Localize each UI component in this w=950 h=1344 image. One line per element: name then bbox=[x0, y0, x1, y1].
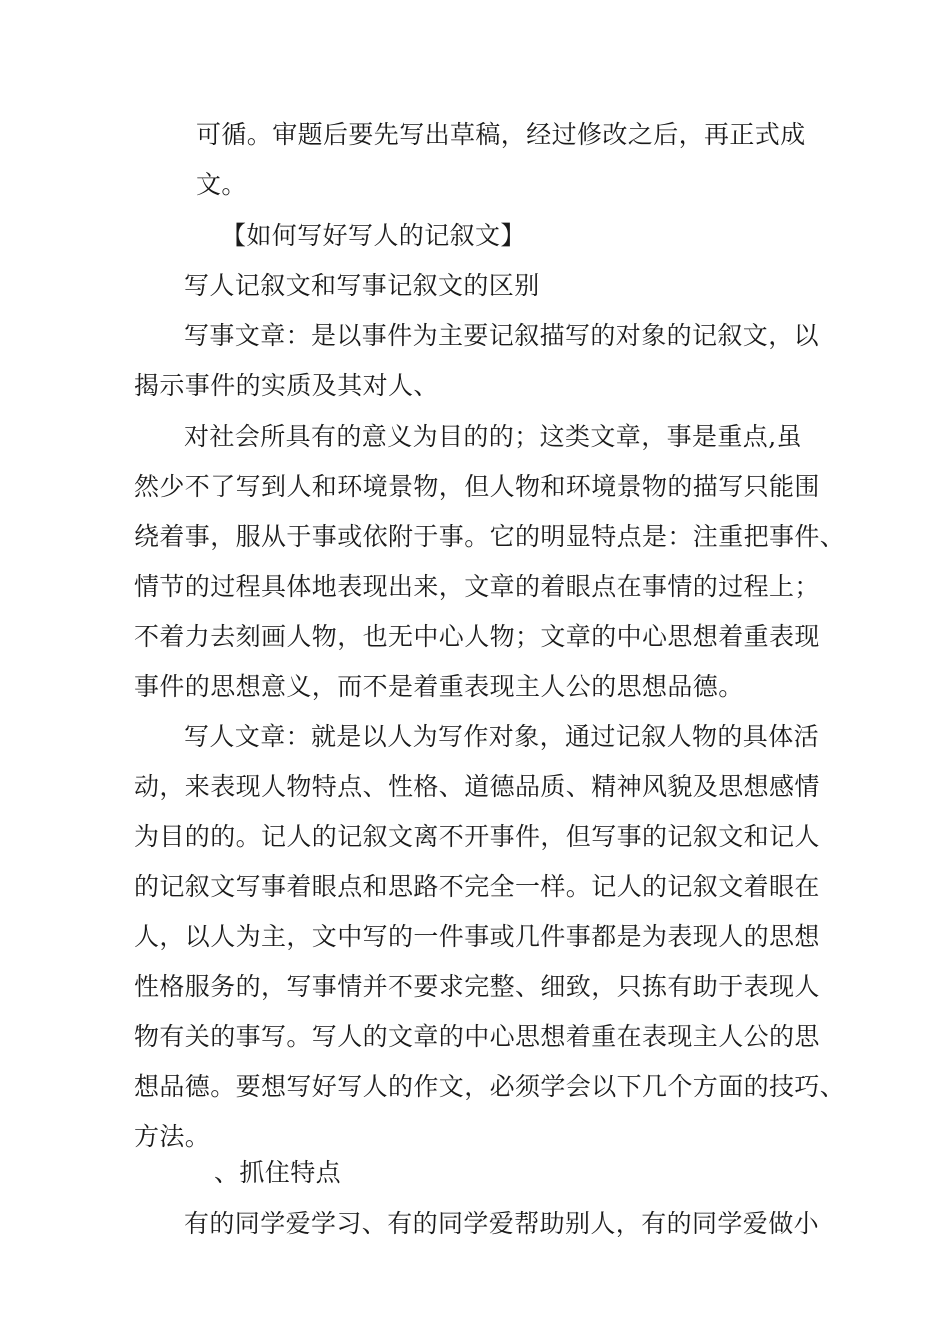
text-line-17: 人，以人为主，文中写的一件事或几件事都是为表现人的思想 bbox=[134, 922, 820, 951]
text-line-18: 性格服务的，写事情并不要求完整、细致，只拣有助于表现人 bbox=[134, 972, 820, 1001]
text-line-1: 可循。审题后要先写出草稿，经过修改之后，再正式成 bbox=[196, 120, 806, 149]
text-line-13: 写人文章：就是以人为写作对象，通过记叙人物的具体活 bbox=[184, 722, 820, 751]
section-heading: 【如何写好写人的记叙文】 bbox=[221, 221, 526, 250]
text-line-7: 对社会所具有的意义为目的的；这类文章，事是重点,虽 bbox=[184, 422, 802, 451]
text-line-2: 文。 bbox=[196, 170, 247, 199]
text-line-16: 的记叙文写事着眼点和思路不完全一样。记人的记叙文着眼在 bbox=[134, 872, 820, 901]
text-line-5: 写事文章：是以事件为主要记叙描写的对象的记叙文，以 bbox=[184, 321, 820, 350]
text-line-12: 事件的思想意义，而不是着重表现主人公的思想品德。 bbox=[134, 672, 744, 701]
subheading-line: 、抓住特点 bbox=[214, 1158, 342, 1187]
text-line-23: 有的同学爱学习、有的同学爱帮助别人，有的同学爱做小 bbox=[184, 1209, 820, 1238]
text-line-20: 想品德。要想写好写人的作文，必须学会以下几个方面的技巧、 bbox=[134, 1072, 846, 1101]
text-line-4: 写人记叙文和写事记叙文的区别 bbox=[184, 271, 540, 300]
text-line-19: 物有关的事写。写人的文章的中心思想着重在表现主人公的思 bbox=[134, 1022, 820, 1051]
text-line-14: 动，来表现人物特点、性格、道德品质、精神风貌及思想感情 bbox=[134, 772, 820, 801]
text-line-15: 为目的的。记人的记叙文离不开事件，但写事的记叙文和记人 bbox=[134, 822, 820, 851]
text-line-11: 不着力去刻画人物，也无中心人物；文章的中心思想着重表现 bbox=[134, 622, 820, 651]
text-line-9: 绕着事，服从于事或依附于事。它的明显特点是：注重把事件、 bbox=[134, 522, 846, 551]
text-line-10: 情节的过程具体地表现出来，文章的着眼点在事情的过程上； bbox=[134, 572, 820, 601]
text-line-8: 然少不了写到人和环境景物，但人物和环境景物的描写只能围 bbox=[134, 472, 820, 501]
text-line-6: 揭示事件的实质及其对人、 bbox=[134, 371, 439, 400]
text-line-21: 方法。 bbox=[134, 1122, 211, 1151]
